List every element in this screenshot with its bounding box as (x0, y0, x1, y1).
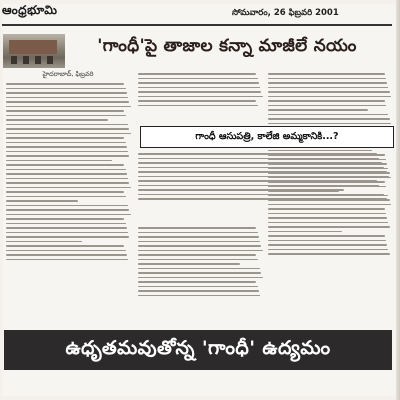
text-line (138, 100, 256, 102)
text-line (138, 263, 240, 265)
text-line (6, 196, 126, 198)
hospital-photo (3, 34, 65, 68)
text-line (138, 189, 344, 191)
text-line (6, 232, 128, 234)
text-line (6, 191, 124, 193)
bottom-headline (4, 330, 392, 370)
text-line (6, 151, 128, 153)
text-line (268, 109, 368, 111)
text-line (6, 178, 128, 180)
text-line (138, 194, 384, 196)
text-line (6, 83, 124, 85)
text-line (138, 153, 377, 155)
main-headline (66, 30, 388, 66)
text-line (138, 185, 379, 187)
dateline: సోమవారం, 26 ఫిబ్రవరి 2001 (232, 8, 339, 18)
text-line (6, 88, 126, 90)
text-line (6, 250, 126, 252)
text-line (6, 164, 124, 166)
text-line (138, 290, 259, 292)
text-line (138, 91, 261, 93)
text-line (268, 118, 390, 120)
text-line (138, 281, 256, 283)
text-line (268, 87, 388, 89)
main-headline-text: 'గాంధీ'పై తాజాల కన్నా మాజీలే నయం (97, 36, 357, 56)
text-line (268, 249, 388, 251)
text-line (6, 259, 128, 261)
text-line (6, 128, 129, 130)
text-line (6, 137, 124, 139)
text-line (268, 78, 386, 80)
text-line (6, 142, 126, 144)
text-line (138, 241, 260, 243)
text-line (268, 82, 387, 84)
text-line (268, 91, 390, 93)
text-line (6, 92, 127, 94)
text-line (6, 209, 129, 211)
subheadline-text: గాంధీ ఆసుపత్రి, కాలేజి అమ్మకానికి...? (195, 130, 339, 142)
text-line (138, 277, 263, 279)
masthead (2, 3, 122, 25)
text-line (138, 286, 258, 288)
photo-window (23, 56, 29, 64)
text-line (6, 173, 127, 175)
text-line (138, 158, 379, 160)
text-line (6, 187, 131, 189)
text-line (138, 73, 256, 75)
text-line (6, 110, 124, 112)
text-line (138, 171, 387, 173)
text-line (268, 222, 388, 224)
page-edge (396, 0, 400, 400)
text-line (268, 105, 386, 107)
text-line (268, 253, 390, 255)
bottom-headline-text: ఉధృతమవుతోన్న 'గాంధీ' ఉద్యమం (65, 336, 331, 359)
masthead-rule (2, 24, 392, 26)
byline: హైదరాబాద్, ఫిబ్రవరి (42, 70, 94, 78)
text-line (6, 205, 128, 207)
text-line (6, 254, 127, 256)
text-line (6, 223, 126, 225)
text-line (6, 218, 124, 220)
text-line (6, 241, 82, 243)
text-line (138, 268, 260, 270)
article-column-2-top (138, 70, 264, 124)
text-line (6, 200, 78, 202)
article-column-2-bottom (138, 224, 264, 326)
text-line (6, 101, 129, 103)
subarticle-body (138, 150, 392, 220)
text-line (138, 87, 260, 89)
text-line (6, 146, 127, 148)
text-line (138, 236, 259, 238)
text-line (6, 133, 131, 135)
text-line (138, 295, 260, 297)
text-line (138, 180, 377, 182)
text-line (6, 97, 128, 99)
photo-window (47, 56, 53, 64)
subheadline-box (140, 126, 394, 148)
text-line (6, 106, 131, 108)
text-line (6, 119, 108, 121)
text-line (6, 236, 129, 238)
text-line (268, 244, 387, 246)
text-line (138, 259, 258, 261)
photo-window (11, 56, 17, 64)
text-line (6, 124, 128, 126)
text-line (6, 227, 127, 229)
text-line (6, 160, 112, 162)
text-line (138, 254, 256, 256)
text-line (6, 214, 131, 216)
text-line (268, 123, 391, 125)
text-line (268, 226, 390, 228)
text-line (138, 250, 263, 252)
text-line (268, 100, 385, 102)
text-line (138, 82, 259, 84)
text-line (138, 198, 387, 200)
text-line (6, 155, 129, 157)
text-line (138, 96, 263, 98)
text-line (138, 232, 258, 234)
text-line (138, 105, 258, 107)
masthead-logo: ఆంధ్రభూమి (2, 3, 58, 17)
text-line (6, 115, 126, 117)
text-line (138, 245, 261, 247)
photo-roof (9, 40, 57, 54)
photo-window (35, 56, 41, 64)
text-line (138, 176, 389, 178)
text-line (138, 272, 261, 274)
text-line (268, 240, 386, 242)
text-line (6, 182, 129, 184)
text-line (268, 235, 385, 237)
text-line (268, 73, 385, 75)
text-line (6, 169, 126, 171)
text-line (268, 231, 342, 233)
article-column-1 (6, 80, 132, 326)
text-line (138, 162, 382, 164)
text-line (268, 96, 391, 98)
text-line (138, 78, 258, 80)
text-line (268, 114, 388, 116)
text-line (6, 245, 124, 247)
text-line (138, 167, 384, 169)
text-line (138, 227, 256, 229)
